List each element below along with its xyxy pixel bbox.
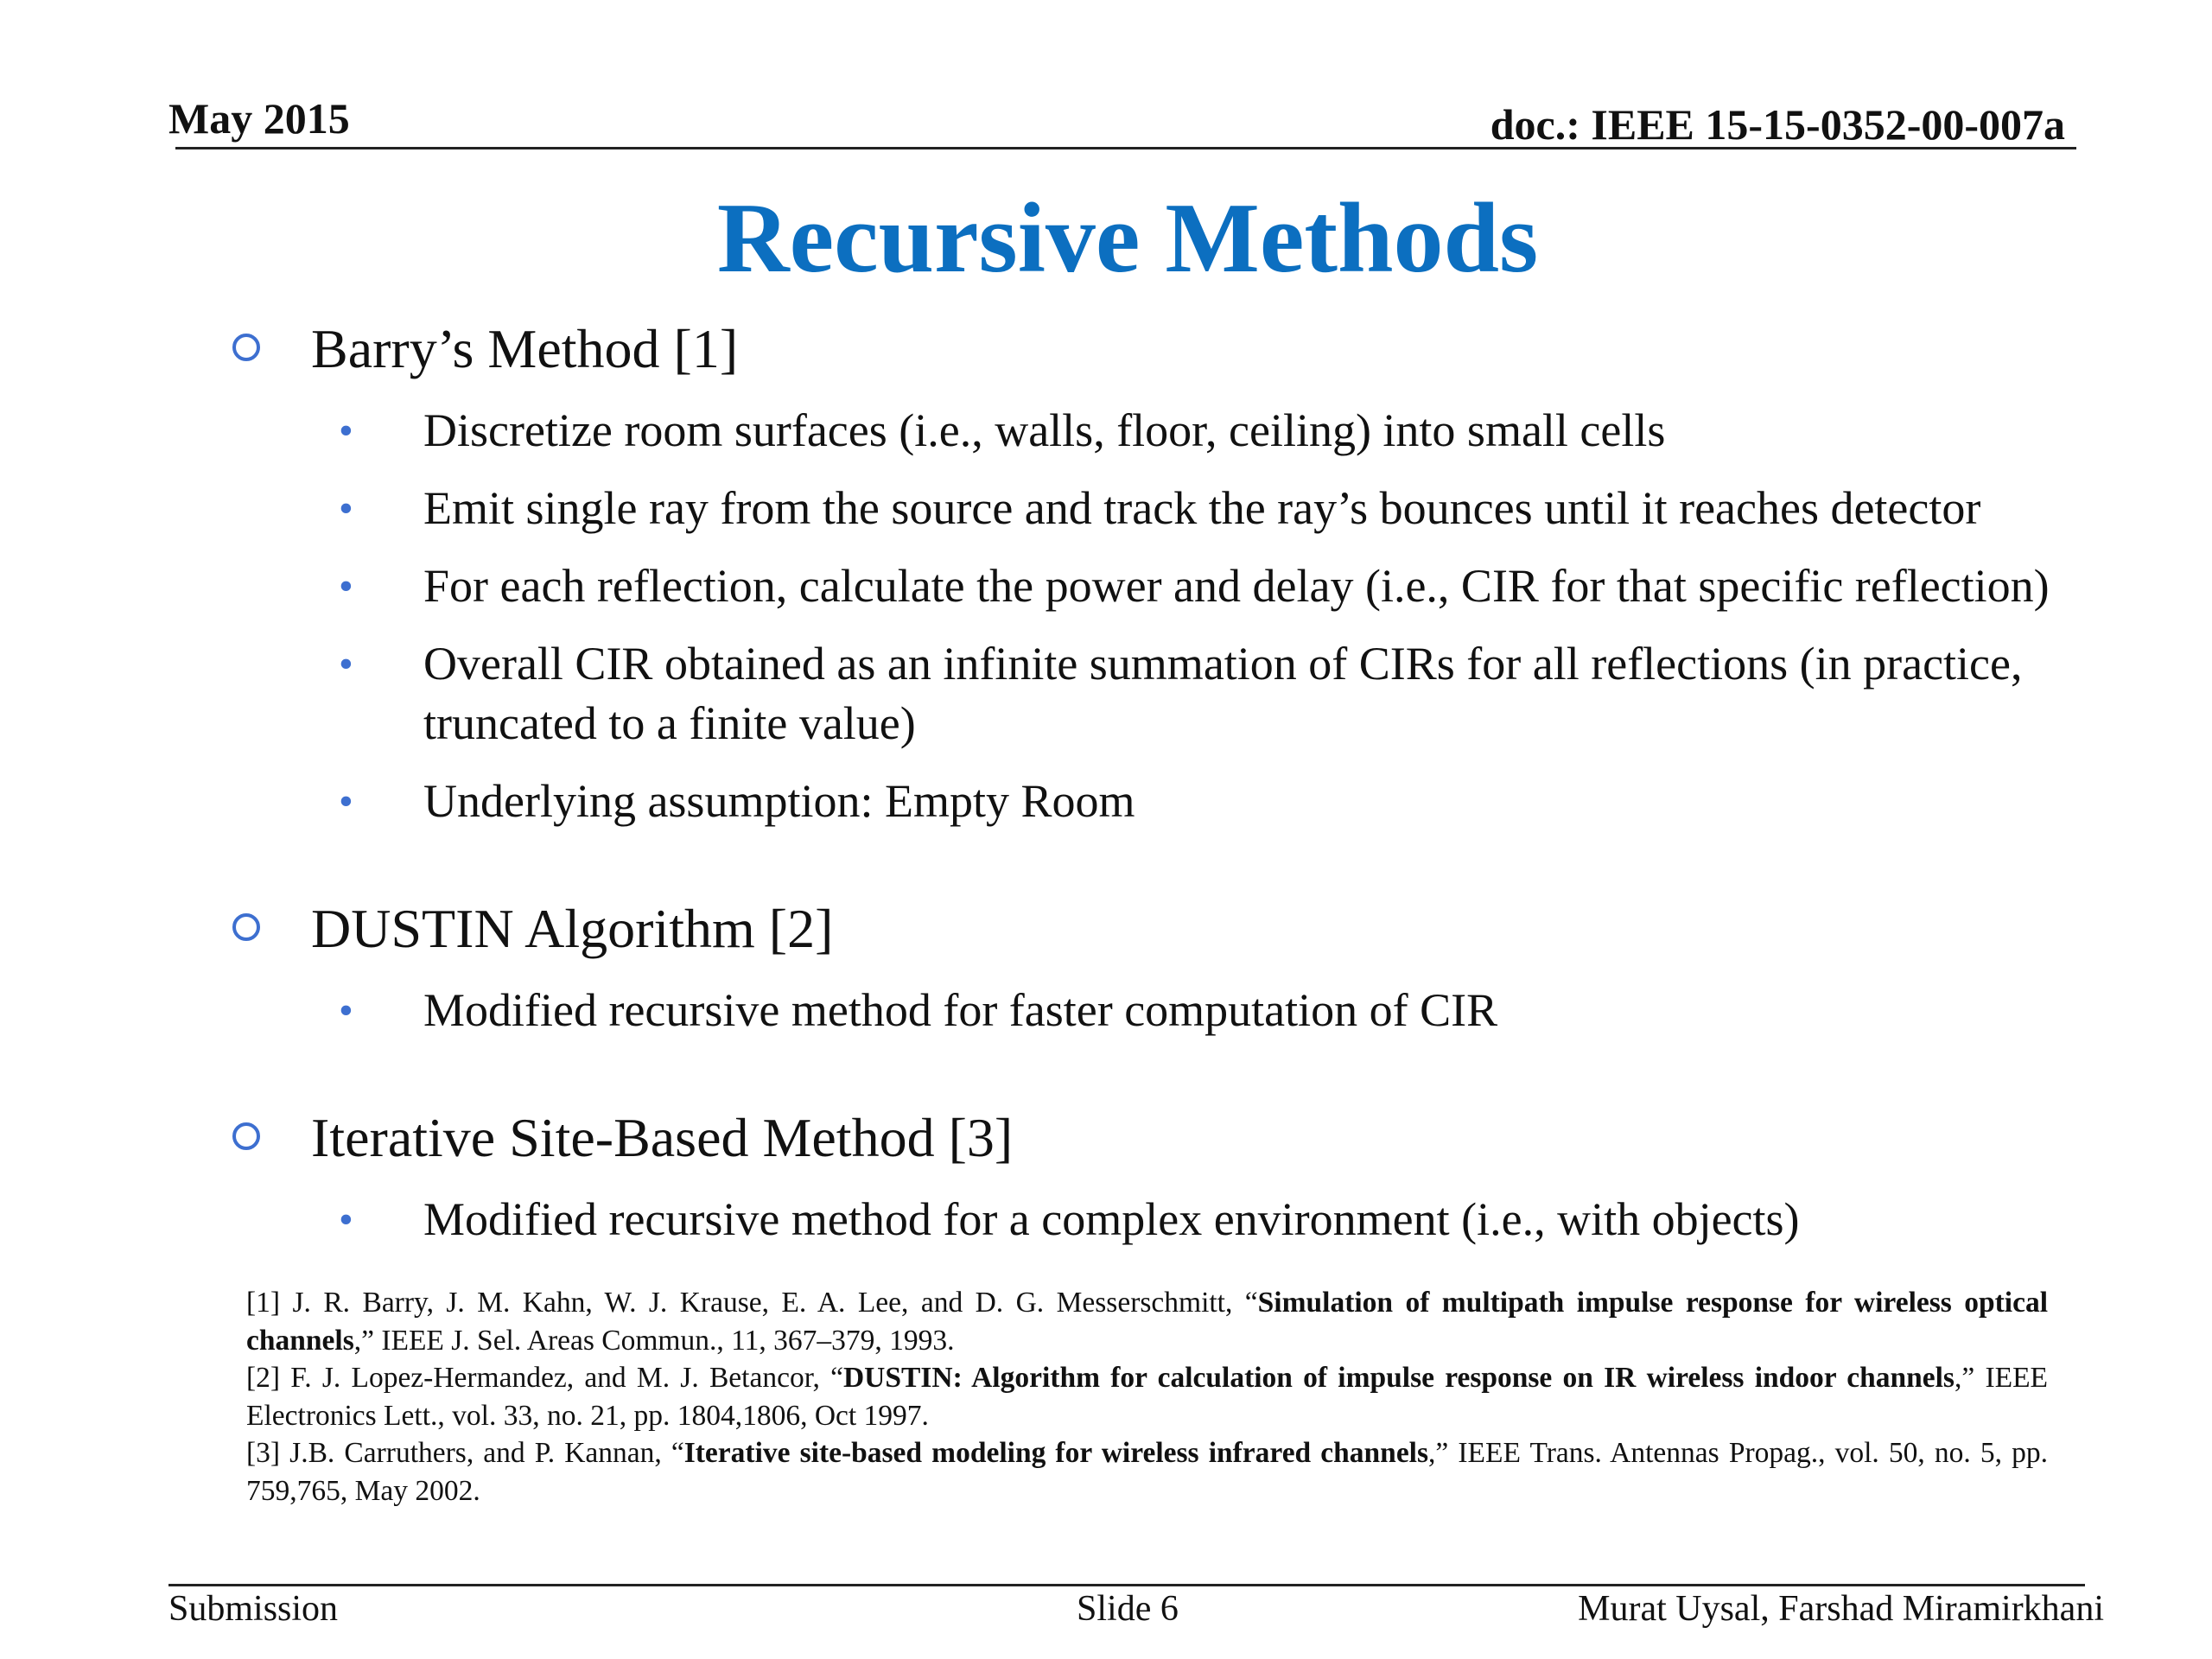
reference-authors: [2] F. J. Lopez-Hermandez, and M. J. Betancor, “ [246,1362,843,1394]
section-heading-text: DUSTIN Algorithm [2] [311,898,834,959]
section-iterative [229,1104,2190,1249]
reference-source: ,” IEEE Trans. Antennas Propag., vol. 50, no. 5, pp. 759,765, May 2002. [246,1437,2048,1507]
reference-source: ,” IEEE Electronics Lett., vol. 33, no. 21, pp. 1804,1806, Oct 1997. [246,1362,2048,1432]
list-item [229,401,2190,461]
bullet-icon: • [339,988,353,1033]
list-item-text: Modified recursive method for faster computation of CIR [423,984,1498,1036]
header-doc-id: doc.: IEEE 15-15-0352-00-007a [1490,100,2065,149]
ring-bullet-icon [232,1122,260,1150]
reference-item [246,1284,2048,1359]
list-item-text: Discretize room surfaces (i.e., walls, floor, ceiling) into small cells [423,404,1666,456]
list-item [229,772,2190,831]
footer-divider [168,1584,2085,1586]
reference-title: Iterative site-based modeling for wireless infrared channels [683,1437,1429,1469]
ring-bullet-icon [232,913,260,941]
section-heading [229,895,2190,963]
list-item [229,556,2190,616]
list-item-text: Underlying assumption: Empty Room [423,775,1135,827]
list-item [229,479,2190,538]
reference-title: DUSTIN: Algorithm for calculation of impulse response on IR wireless indoor channels [842,1362,1955,1394]
list-item-text: Overall CIR obtained as an infinite summation of CIRs for all reflections (in practice, truncated to a finite value) [423,638,2023,749]
reference-title: Simulation of multipath impulse response for wireless optical channels [246,1287,2049,1357]
list-item-text: Modified recursive method for a complex environment (i.e., with objects) [423,1193,1800,1245]
list-item [229,634,2190,753]
footer-submission: Submission [168,1589,339,1629]
section-heading [229,315,2190,383]
list-item [229,1190,2190,1249]
slide-content [229,315,2190,1313]
header-date: May 2015 [168,94,350,143]
slide-title: Recursive Methods [716,183,1539,294]
list-item-text: Emit single ray from the source and track the ray’s bounces until it reaches detector [423,482,1981,534]
bullet-icon: • [339,779,353,824]
reference-authors: [3] J.B. Carruthers, and P. Kannan, “ [246,1437,684,1469]
section-heading-text: Iterative Site-Based Method [3] [311,1107,1014,1168]
list-item-text: For each reflection, calculate the power and delay (i.e., CIR for that specific reflection) [423,560,2050,612]
bullet-icon: • [339,408,353,454]
section-barry [229,315,2190,831]
references [246,1284,2048,1510]
reference-source: ,” IEEE J. Sel. Areas Commun., 11, 367–379, 1993. [353,1324,955,1357]
reference-authors: [1] J. R. Barry, J. M. Kahn, W. J. Krause, E. A. Lee, and D. G. Messerschmitt, “ [246,1287,1258,1319]
bullet-icon: • [339,641,353,687]
section-dustin [229,895,2190,1040]
bullet-icon: • [339,1197,353,1243]
reference-item [246,1434,2048,1510]
bullet-icon: • [339,486,353,531]
list-item [229,981,2190,1040]
header-divider [175,147,2076,149]
section-heading [229,1104,2190,1172]
section-heading-text: Barry’s Method [1] [311,318,739,379]
bullet-icon: • [339,563,353,609]
reference-item [246,1359,2048,1434]
footer-slide-number: Slide 6 [1077,1589,1179,1629]
ring-bullet-icon [232,334,260,361]
footer-authors: Murat Uysal, Farshad Miramirkhani [1578,1589,2104,1629]
